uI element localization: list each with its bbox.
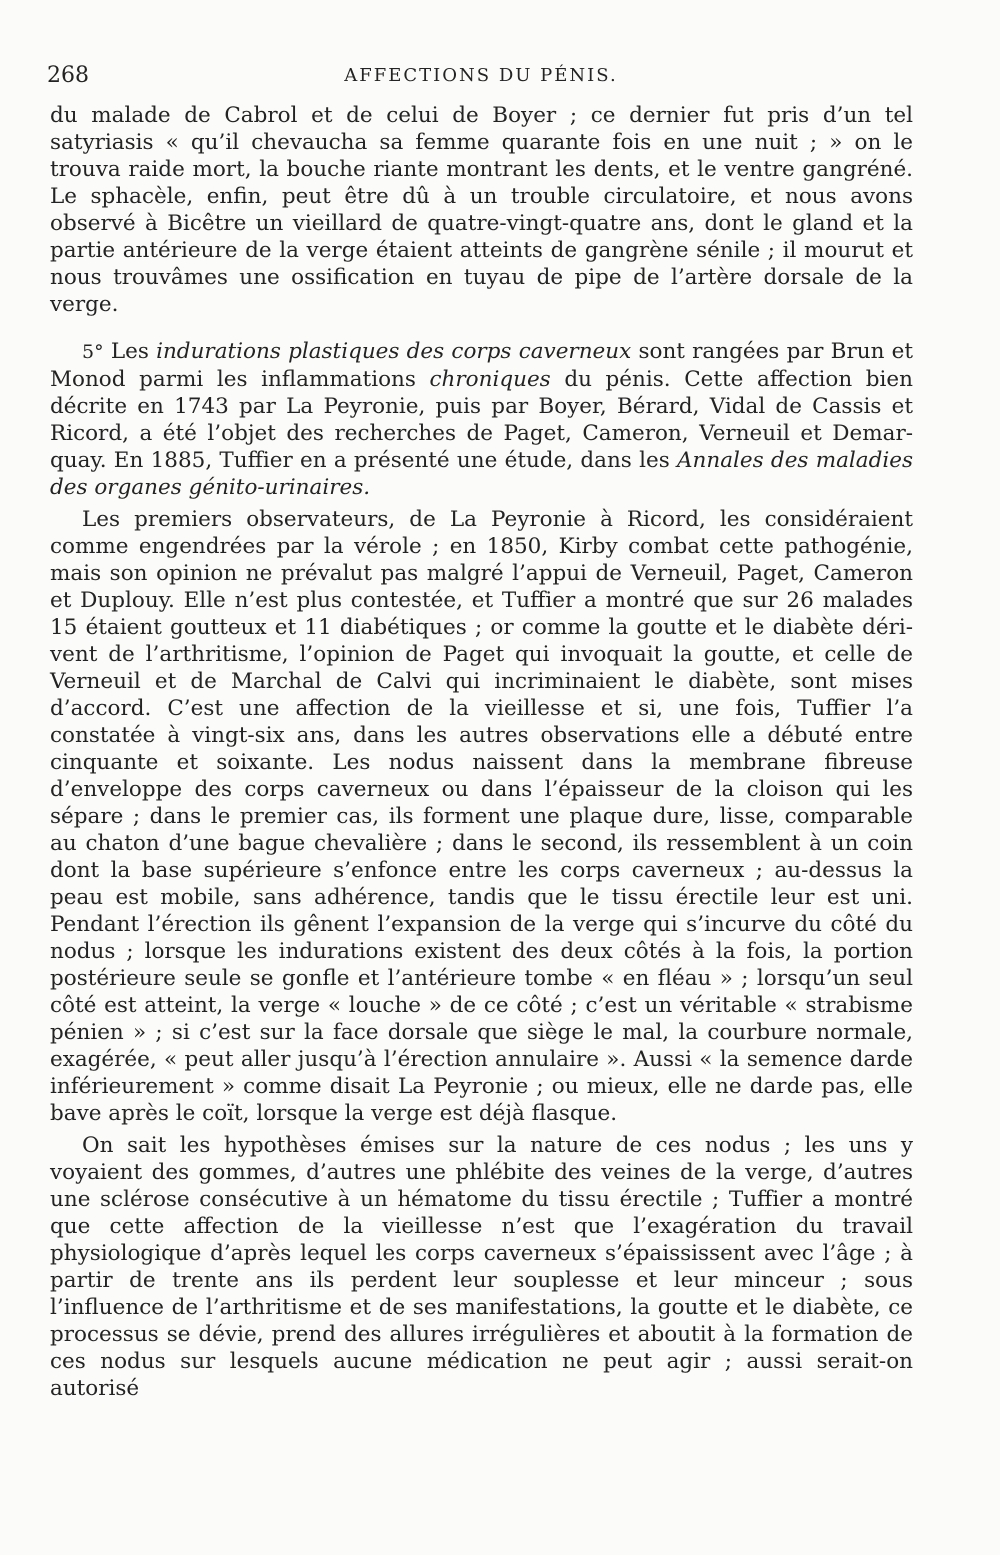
running-header (47, 60, 915, 92)
running-title: AFFECTIONS DU PÉNIS. (344, 65, 618, 86)
paragraph-segment: sont rangées par Brun et Monod parmi les inflammations (50, 339, 914, 392)
paragraph-segment: du pénis. Cette affection bien décrite en 1743 par La Peyronie, puis par Boyer, Bérard, Vidal de Cassis et Ricord, a été l’objet des recherches de Paget, Cameron, Verneuil et Demarquay. En 1885, Tuffier en a présenté une étude, dans les (50, 367, 913, 473)
paragraph-indurations-plastiques (50, 338, 913, 501)
page-number: 268 (47, 63, 89, 88)
body-text (50, 102, 913, 1402)
paragraph-premiers-observateurs: Les premiers observateurs, de La Peyronie à Ricord, les considéraient comme engendrées par la vérole ; en 1850, Kirby combat cette pathogénie, mais son opinion ne prévalut pas malgré l’appui de Verneuil, Paget, Cameron et Duplouy. Elle n’est plus contestée, et Tuffier a montré que sur 26 malades 15 étaient goutteux et 11 diabétiques ; or comme la goutte et le diabète dérivent de l’arthritisme, l’opinion de Paget qui invoquait la goutte, et celle de Verneuil et de Marchal de Calvi qui incriminaient le diabète, sont mises d’accord. C’est une affection de la vieillesse et si, une fois, Tuffier l’a constatée à vingt-six ans, dans les autres observations elle a débuté entre cinquante et soixante. Les nodus naissent dans la membrane fibreuse d’enveloppe des corps caverneux ou dans l’épaisseur de la cloison qui les sépare ; dans le premier cas, ils forment une plaque dure, lisse, comparable au chaton d’une bague chevalière ; dans le second, ils ressemblent à un coin dont la base supérieure s’enfonce entre les corps caverneux ; au-dessus la peau est mobile, sans adhérence, tandis que le tissu érectile leur est uni. Pendant l’érection ils gênent l’expansion de la verge qui s’incurve du côté du nodus ; lorsque les indurations existent des deux côtés à la fois, la portion postérieure seule se gonfle et l’antérieure tombe « en fléau » ; lorsqu’un seul côté est atteint, la verge « louche » de ce côté ; c’est un véritable « strabisme pénien » ; si c’est sur la face dorsale que siège le mal, la courbure normale, exagérée, « peut aller jusqu’à l’érection annulaire ». Aussi « la semence darde inférieurement » comme disait La Peyronie ; ou mieux, elle ne darde pas, elle bave après le coït, lorsque la verge est déjà flasque. (50, 507, 913, 1126)
italic-term-indurations: indurations plastiques des corps caverneux (156, 339, 632, 364)
section-number: 5° (82, 341, 104, 363)
italic-journal-title: Annales des maladies des organes génito-urinaires. (50, 448, 914, 500)
paragraph-hypotheses-nodus: On sait les hypothèses émises sur la nature de ces nodus ; les uns y voyaient des gommes, d’autres une phlébite des veines de la verge, d’autres une sclérose consécutive à un hématome du tissu érectile ; Tuffier a montré que cette affection de la vieillesse n’est que l’exagération du travail physiologique d’après lequel les corps caverneux s’épaississent avec l’âge ; à partir de trente ans ils perdent leur souplesse et leur minceur ; sous l’influence de l’arthritisme et de ses manifestations, la goutte et le diabète, ce processus se dévie, prend des allures irrégulières et aboutit à la formation de ces nodus sur lesquels aucune médication ne peut agir ; aussi serait-on autorisé (50, 1133, 913, 1401)
italic-term-chroniques: chroniques (429, 367, 551, 392)
paragraph-cabrol-boyer: du malade de Cabrol et de celui de Boyer ; ce dernier fut pris d’un tel satyriasis « qu’il chevaucha sa femme quarante fois en une nuit ; » on le trouva raide mort, la bouche riante montrant les dents, et le ventre gangréné. Le sphacèle, enfin, peut être dû à un trouble circulatoire, et nous avons observé à Bicêtre un vieillard de quatre-vingt-quatre ans, dont le gland et la partie antérieure de la verge étaient atteints de gangrène sénile ; il mourut et nous trouvâmes une ossification en tuyau de pipe de l’artère dorsale de la verge. (50, 103, 913, 317)
paragraph-segment: Les (103, 339, 157, 364)
